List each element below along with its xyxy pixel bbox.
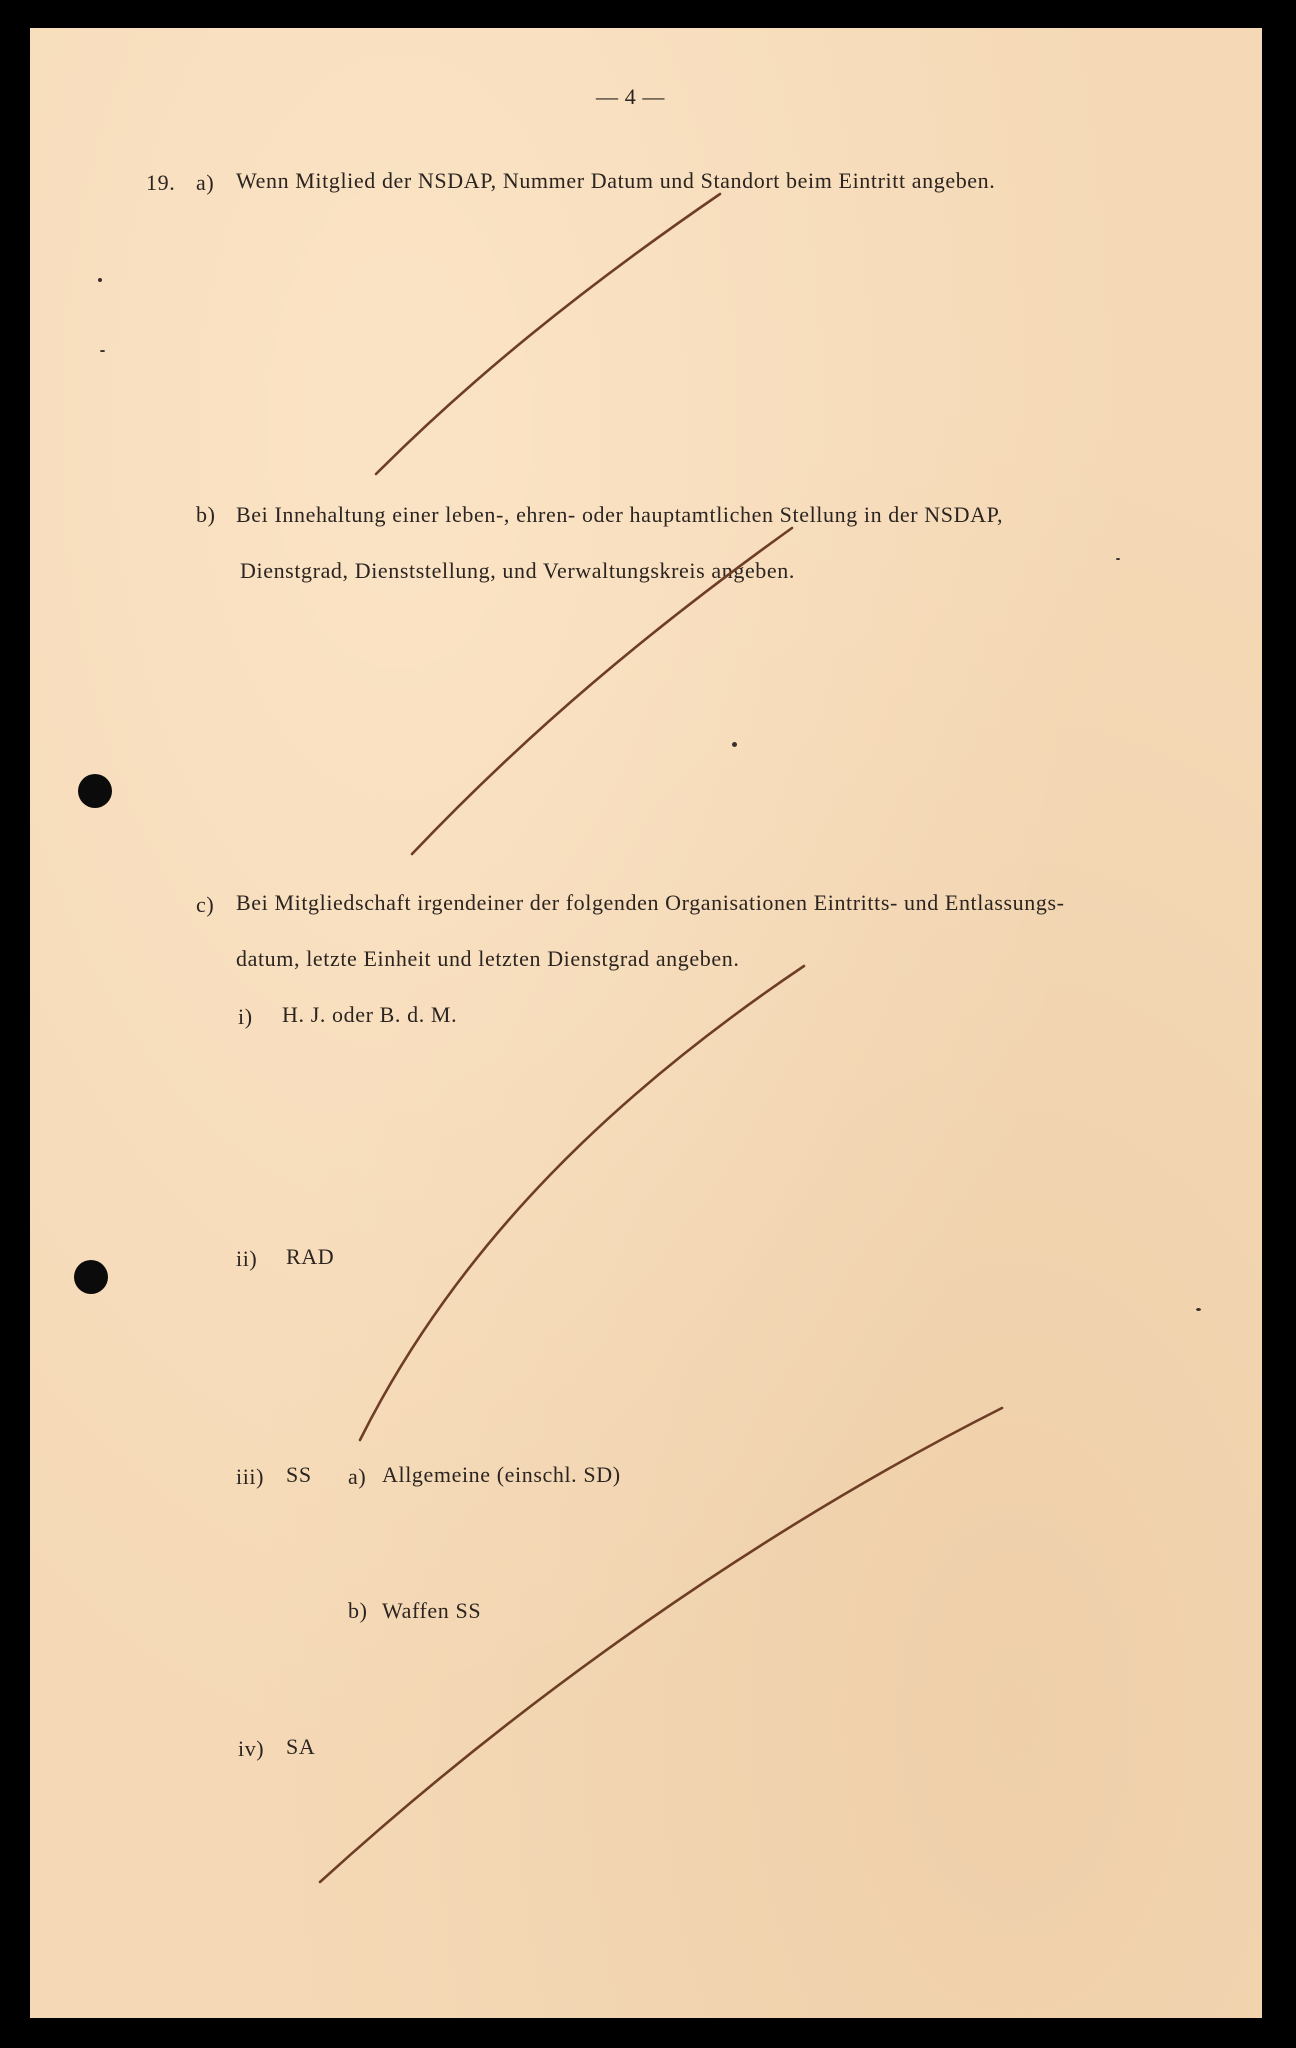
org-item-hj-bdm: H. J. oder B. d. M. xyxy=(282,1002,458,1027)
paper-speck xyxy=(100,350,105,352)
item-b-line2: Dienstgrad, Dienststellung, und Verwaltungskreis angeben. xyxy=(240,558,795,583)
form-page xyxy=(30,28,1262,2018)
item-a-label: a) xyxy=(196,170,215,195)
item-a-text: Wenn Mitglied der NSDAP, Nummer Datum und Standort beim Eintritt angeben. xyxy=(236,168,996,193)
org-item-label: ii) xyxy=(236,1246,258,1271)
item-b-label: b) xyxy=(196,502,216,527)
item-c-line1: Bei Mitgliedschaft irgendeiner der folgenden Organisationen Eintritts- und Entlassungs- xyxy=(236,890,1065,915)
paper-speck xyxy=(1196,1308,1201,1311)
page-number: — 4 — xyxy=(596,84,665,109)
org-item-ss: SS xyxy=(286,1462,312,1487)
org-item-sa: SA xyxy=(286,1734,316,1759)
org-item-label: iv) xyxy=(238,1736,265,1761)
org-item-rad: RAD xyxy=(286,1244,335,1269)
item-c-label: c) xyxy=(196,892,215,917)
ss-allgemeine: Allgemeine (einschl. SD) xyxy=(382,1462,621,1487)
punch-hole-top xyxy=(78,774,112,808)
org-item-label: iii) xyxy=(236,1464,265,1489)
org-item-label: i) xyxy=(238,1004,253,1029)
ss-sub-label: b) xyxy=(348,1598,368,1623)
paper-speck xyxy=(98,278,102,282)
ss-sub-label: a) xyxy=(348,1464,367,1489)
punch-hole-bottom xyxy=(74,1260,108,1294)
paper-speck xyxy=(732,742,737,747)
question-number: 19. xyxy=(146,170,176,195)
item-c-line2: datum, letzte Einheit und letzten Dienstgrad angeben. xyxy=(236,946,740,971)
ss-waffen: Waffen SS xyxy=(382,1598,482,1623)
paper-speck xyxy=(1116,558,1120,560)
item-b-line1: Bei Innehaltung einer leben-, ehren- oder hauptamtlichen Stellung in der NSDAP, xyxy=(236,502,1004,527)
